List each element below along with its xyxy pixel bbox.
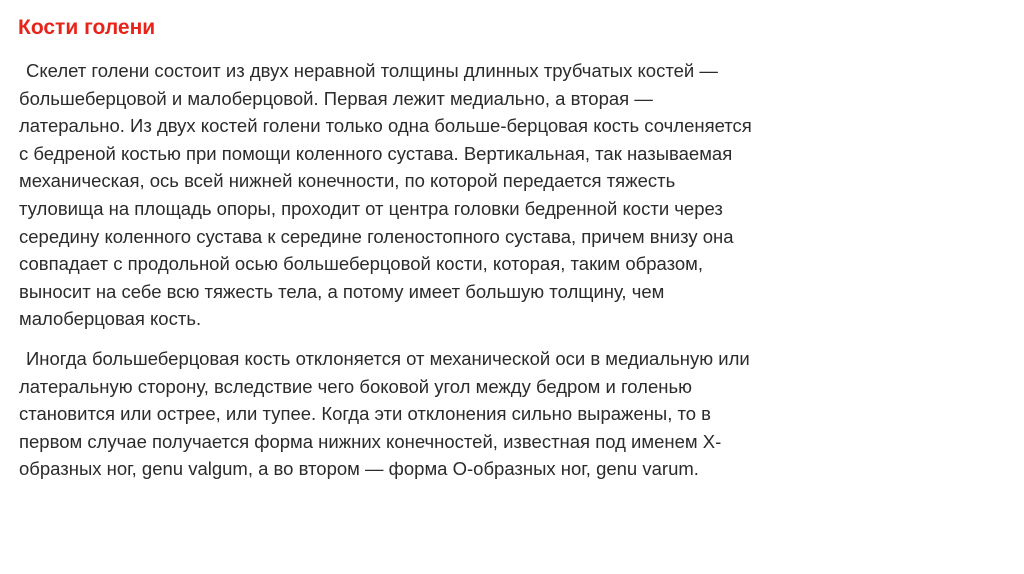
paragraph-line: становится или острее, или тупее. Когда эти отклонения сильно выражены, то в	[19, 403, 712, 425]
paragraph-line: с бедреной костью при помощи коленного сустава. Вертикальная, так называемая	[19, 142, 733, 164]
paragraph-line: совпадает с продольной осью большеберцовой кости, которая, таким образом,	[19, 253, 704, 275]
paragraph-line: Иногда большеберцовая кость отклоняется от механической оси в медиальную или	[26, 348, 750, 369]
paragraph-2	[19, 345, 969, 483]
paragraph-line: первом случае получается форма нижних конечностей, известная под именем X-	[19, 430, 722, 452]
paragraph-line: Скелет голени состоит из двух неравной толщины длинных трубчатых костей —	[26, 60, 718, 81]
paragraph-1	[19, 57, 969, 333]
paragraph-line: механическая, ось всей нижней конечности, по которой передается тяжесть	[19, 170, 676, 192]
paragraph-line: середину коленного сустава к середине голеностопного сустава, причем внизу она	[19, 225, 734, 247]
paragraph-line: большеберцовой и малоберцовой. Первая лежит медиально, а вторая —	[19, 87, 653, 109]
paragraph-line: латерально. Из двух костей голени только одна больше-берцовая кость сочленяется	[19, 115, 752, 137]
paragraph-line: латеральную сторону, вследствие чего боковой угол между бедром и голенью	[19, 375, 692, 397]
paragraph-line: выносит на себе всю тяжесть тела, а потому имеет большую толщину, чем	[19, 280, 665, 302]
paragraph-line: малоберцовая кость.	[19, 308, 202, 330]
paragraph-line: образных ног, genu valgum, а во втором — форма O-образных ног, genu varum.	[19, 458, 699, 480]
paragraph-line: туловища на площадь опоры, проходит от центра головки бедренной кости через	[19, 197, 723, 219]
slide-title: Кости голени	[18, 16, 156, 39]
